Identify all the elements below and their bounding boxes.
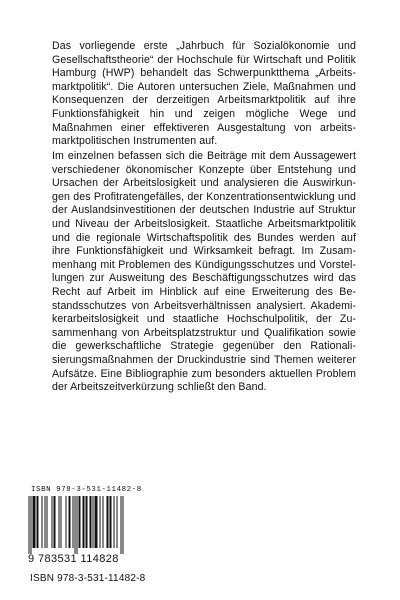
barcode-bar (34, 496, 35, 548)
barcode-bar (47, 496, 48, 548)
barcode-bar (90, 496, 91, 548)
barcode-bar (77, 496, 78, 554)
barcode-bar (111, 496, 112, 548)
barcode-bar (70, 496, 71, 548)
barcode-bar (52, 496, 53, 548)
barcode-bar (96, 496, 97, 548)
barcode-bar (33, 496, 34, 548)
barcode-bar (31, 496, 32, 554)
isbn-bottom-label: ISBN 978-3-531-11482-8 (30, 573, 146, 584)
blurb-paragraph-2: Im einzelnen befassen sich die Beiträge mit dem Aussagewert verschiedener ökonomischer Konzepte über Entstehung und Ursachen der Arbeitslosigkeit und analysieren die Auswirkungen des Profitratengefälles, der Konzentrationsentwicklung und der Auslandsinvestitionen der deutschen Industrie auf Struktur und Niveau der Arbeitslosigkeit. Staatliche Arbeitsmarktpolitik und die regionale Wirtschaftspolitik des Bundes werden auf ihre Funktionsfähigkeit und Wirksamkeit befragt. Im Zusammenhang mit Problemen des Kündigungsschutzes und Vorstellungen zur Ausweitung des Beschäftigungsschutzes wird das Recht auf Arbeit im Hinblick auf eine Erweiterung des Bestandsschutzes von Arbeitsverhältnissen analysiert. Akademikerarbeitslosigkeit und staatliche Hochschulpolitik, der Zusammenhang von Arbeitsplatzstruktur und Qualifikation sowie die gewerkschaftliche Strategie gegenüber den Rationalisierungsmaßnahmen der Druckindustrie sind Themen weiterer Aufsätze. Eine Bibliographie zum besonders aktuellen Problem der Arbeitszeitverkürzung schließt den Band. (52, 150, 356, 394)
barcode-bar (87, 496, 88, 548)
barcode-bar (108, 496, 109, 548)
barcode-bar (45, 496, 46, 548)
barcode-bar (79, 496, 80, 548)
barcode-bar (54, 496, 55, 548)
barcode-image (28, 496, 124, 554)
barcode-bar (37, 496, 38, 548)
barcode-bar (91, 496, 92, 548)
barcode-bar (121, 496, 122, 554)
barcode-bar (107, 496, 108, 548)
barcode-bar (97, 496, 98, 548)
barcode-bar (103, 496, 104, 548)
barcode-bar (66, 496, 67, 548)
blurb-paragraph-1: Das vorliegende erste „Jahrbuch für Sozialökonomie und Gesellschaftstheorie“ der Hochschule für Wirtschaft und Politik Hamburg (HWP) behandelt das Schwerpunktthema „Arbeitsmarktpolitik“. Die Autoren untersuchen Ziele, Maßnahmen und Konsequenzen der derzeitigen Arbeitsmarktpolitik auf ihre Funktionsfähigkeit hin und zeigen mögliche Wege und Maßnahmen einer effektiveren Ausgestaltung von arbeitsmarktpolitischen Instrumenten auf. (52, 40, 356, 148)
barcode-bar (55, 496, 56, 548)
barcode-bar (114, 496, 115, 548)
barcode-bar (117, 496, 118, 548)
barcode-bar (123, 496, 124, 554)
barcode-bar (59, 496, 60, 548)
isbn-top-label: ISBN 978-3-531-11482-8 (31, 486, 142, 494)
barcode-bar (95, 496, 96, 548)
barcode-digits: 9 783531 114828 (28, 553, 119, 565)
barcode-bar (93, 496, 94, 548)
barcode-bar (75, 496, 76, 554)
barcode-bar (110, 496, 111, 548)
barcode-bar (86, 496, 87, 548)
barcode-bar (83, 496, 84, 548)
barcode-bar (100, 496, 101, 548)
barcode-bar (84, 496, 85, 548)
barcode-bar (29, 496, 30, 554)
barcode-bar (73, 496, 74, 548)
barcode-bar (69, 496, 70, 548)
barcode-bar (80, 496, 81, 548)
barcode-bar (42, 496, 43, 548)
barcode-bar (61, 496, 62, 548)
barcode-bar (35, 496, 36, 548)
barcode-bar (38, 496, 39, 548)
